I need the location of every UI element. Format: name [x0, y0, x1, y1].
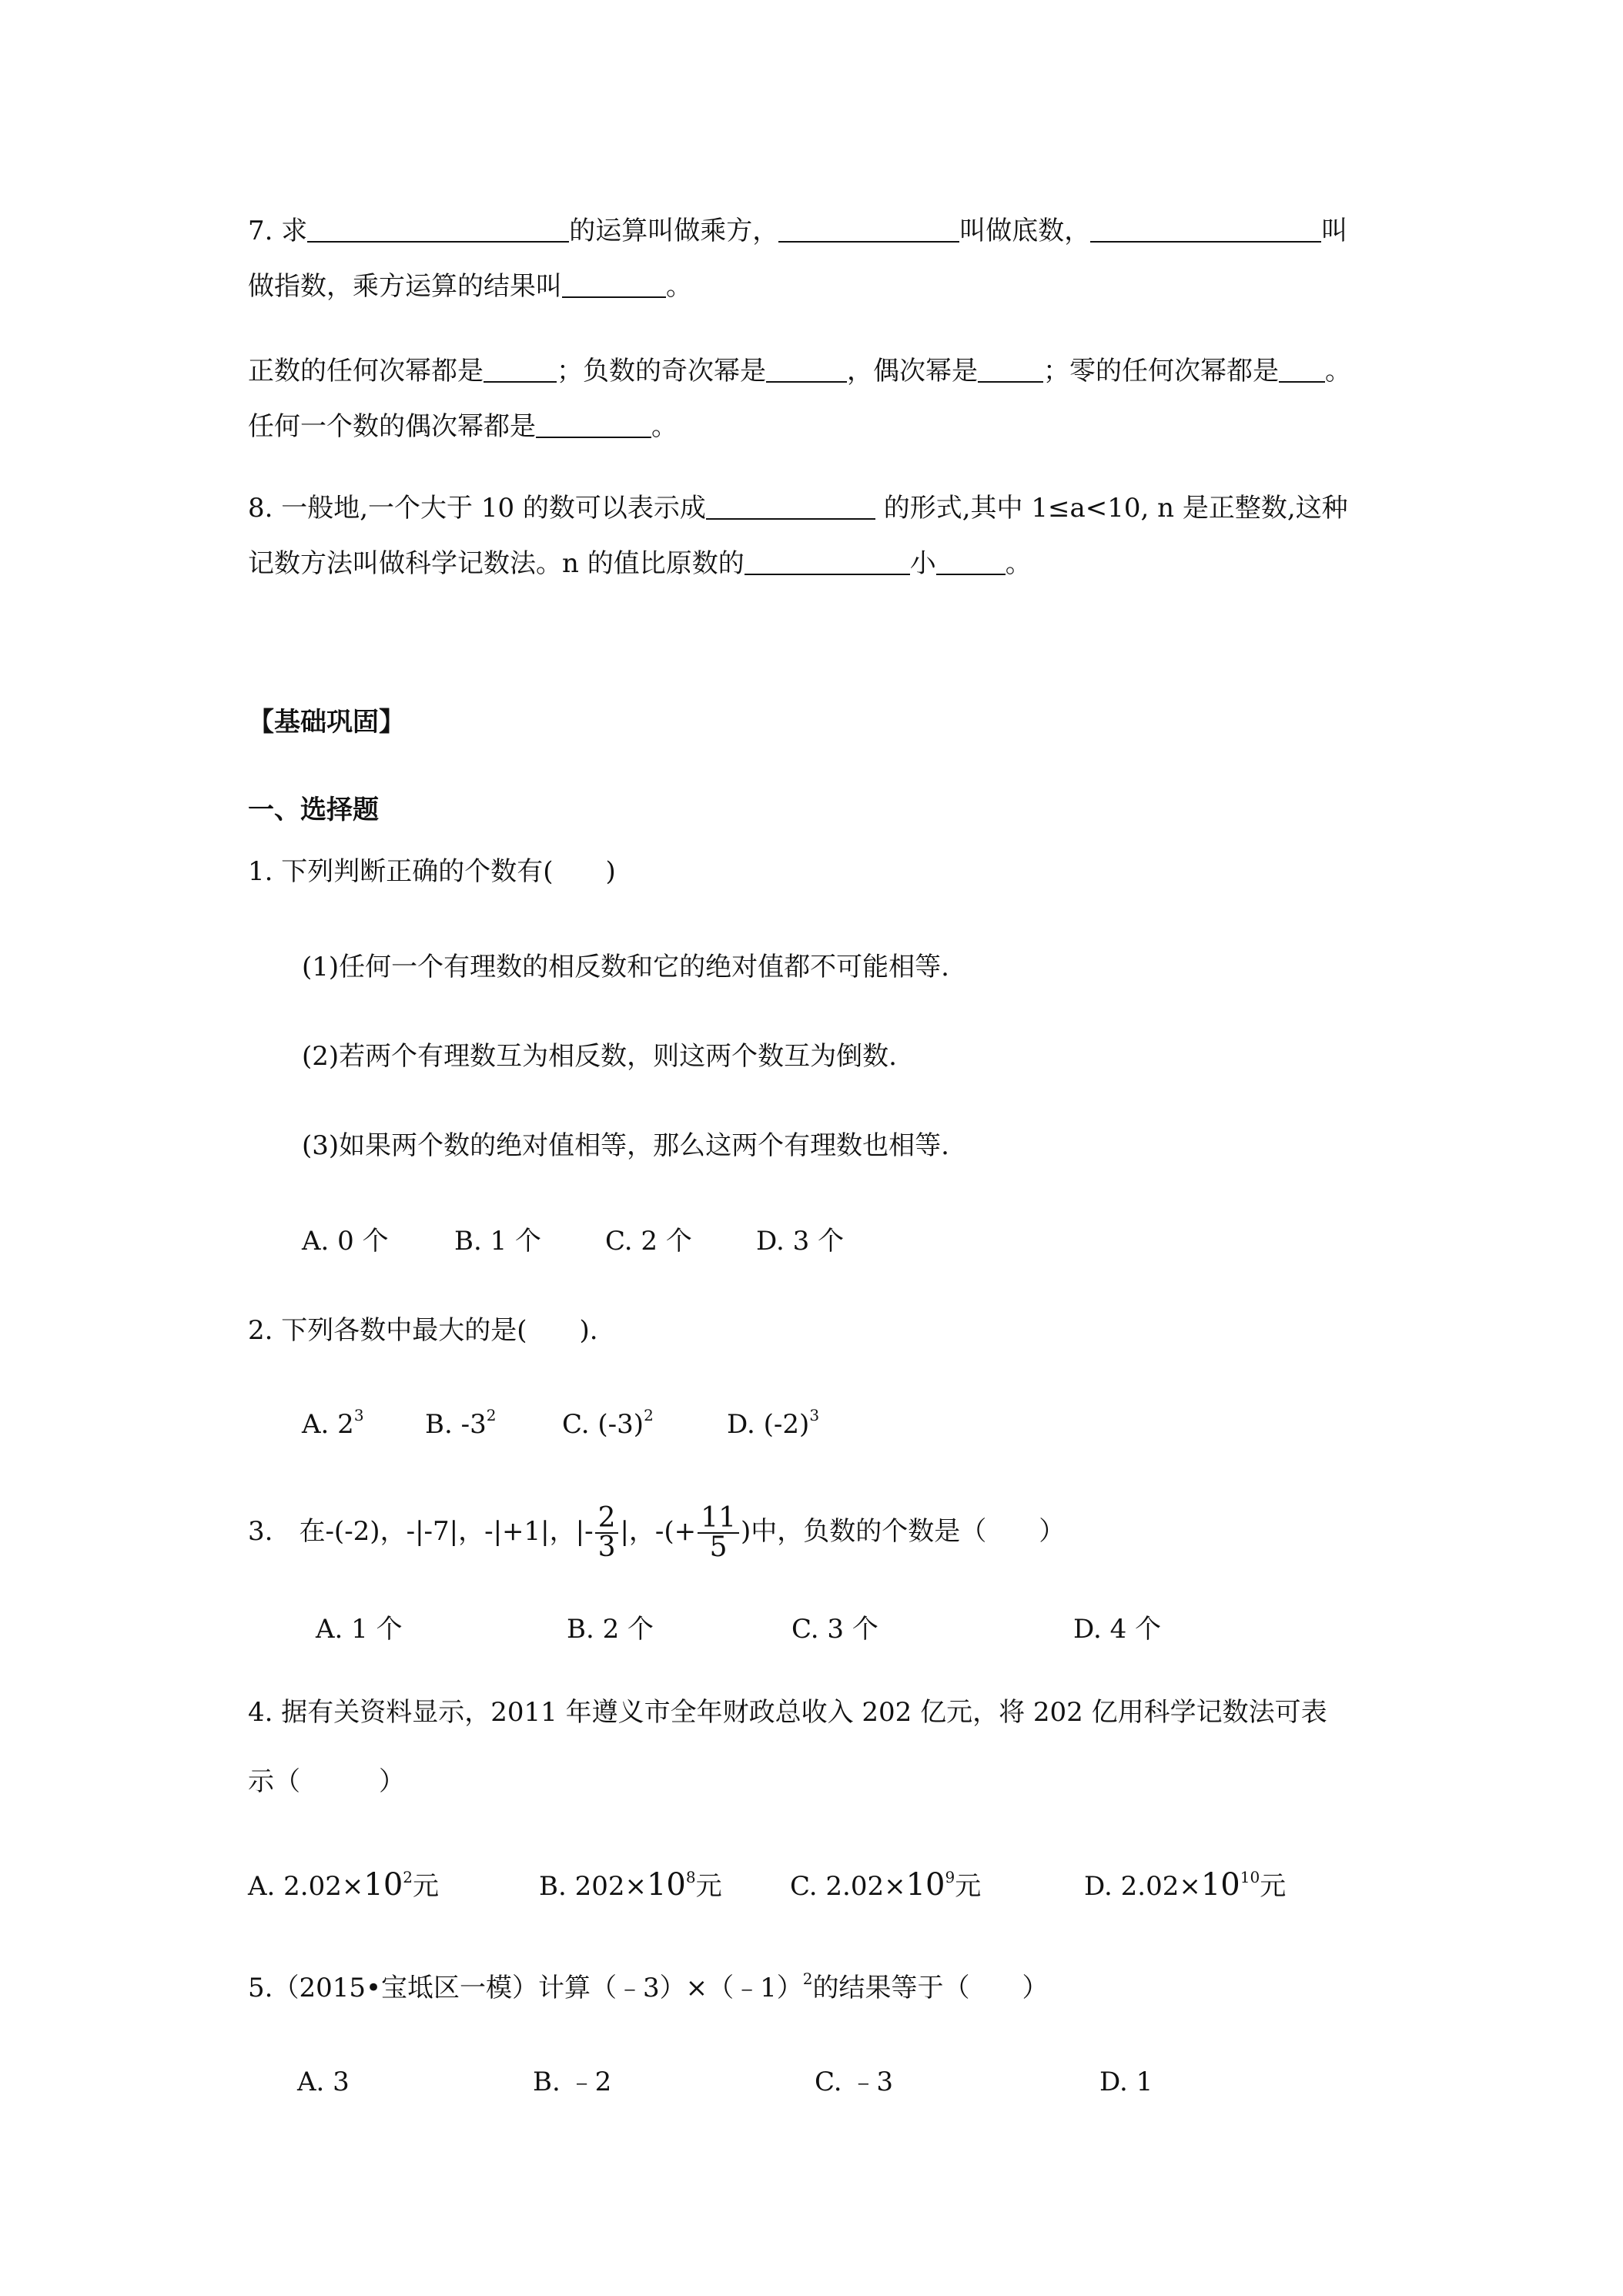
q4-stem-line-2: 示（ ）	[248, 1766, 405, 1797]
q4-option-d-exp: 10	[1240, 1868, 1260, 1886]
q1-statement-1: (1)任何一个有理数的相反数和它的绝对值都不可能相等.	[302, 952, 949, 982]
q4-option-b[interactable]	[539, 1868, 722, 1903]
q1-option-b[interactable]: B. 1 个	[454, 1226, 542, 1257]
q4-stem-line-1: 4. 据有关资料显示，2011 年遵义市全年财政总收入 202 亿元，将 202 亿用科学记数法可表	[248, 1697, 1327, 1728]
q1-option-a[interactable]: A. 0 个	[302, 1226, 389, 1257]
q2-option-d-base: D. (-2)	[727, 1409, 810, 1440]
q3-option-b[interactable]: B. 2 个	[567, 1614, 654, 1645]
q2-stem: 2. 下列各数中最大的是( ).	[248, 1315, 598, 1346]
fill-blank[interactable]	[706, 495, 875, 520]
q3-fraction-1	[595, 1504, 619, 1561]
q1-option-d[interactable]: D. 3 个	[756, 1226, 845, 1257]
q7-line-2	[248, 269, 692, 303]
q7-line-1	[248, 214, 1347, 248]
fill-blank[interactable]	[778, 218, 959, 243]
q7-text: 做指数，乘方运算的结果叫	[248, 271, 562, 302]
fill-blank[interactable]	[936, 551, 1006, 575]
q7-text: 任何一个数的偶次幂都是	[248, 411, 536, 442]
q2-option-c[interactable]	[562, 1407, 654, 1441]
q3-option-d[interactable]: D. 4 个	[1073, 1614, 1162, 1645]
q1-statement-2: (2)若两个有理数互为相反数，则这两个数互为倒数.	[302, 1041, 897, 1072]
q4-option-c-base: 10	[905, 1867, 945, 1903]
q4-option-d-prefix: D. 2.02×	[1084, 1871, 1201, 1902]
fill-blank[interactable]	[562, 273, 666, 298]
q5-text: 5.（2015•宝坻区一模）计算（﹣3）×（﹣1）	[248, 1973, 803, 2003]
q7-text: ；零的任何次幂都是	[1043, 356, 1279, 387]
q7-text: 。	[651, 411, 678, 442]
fill-blank[interactable]	[307, 218, 569, 243]
q3-option-c[interactable]: C. 3 个	[791, 1614, 878, 1645]
q7-text: ，偶次幂是	[847, 356, 978, 387]
q2-option-d-exp: 3	[809, 1406, 820, 1424]
q8-line-1	[248, 491, 1348, 525]
fill-blank[interactable]	[978, 358, 1043, 383]
q8-line-2	[248, 547, 1032, 581]
q2-option-a[interactable]	[302, 1407, 364, 1441]
q3-text: |，-(+	[620, 1516, 697, 1547]
q4-option-b-unit: 元	[695, 1871, 722, 1902]
q4-option-c[interactable]	[790, 1868, 981, 1903]
q7-text: 叫做底数，	[959, 216, 1091, 246]
q4-option-a-exp: 2	[403, 1868, 413, 1886]
q3-fraction-2-num: 11	[698, 1504, 739, 1534]
q3-fraction-2	[698, 1504, 739, 1561]
q3-text: 3. 在-(-2)，-|-7|，-|+1|，|-	[248, 1516, 594, 1547]
fill-blank[interactable]	[484, 358, 557, 383]
q4-option-b-prefix: B. 202×	[539, 1871, 647, 1902]
q7-text: ；负数的奇次幂是	[557, 356, 766, 387]
subsection-title: 一、选择题	[248, 795, 379, 825]
q4-option-d-base: 10	[1200, 1867, 1240, 1903]
q1-option-c[interactable]: C. 2 个	[605, 1226, 692, 1257]
q2-option-b-exp: 2	[486, 1406, 497, 1424]
q4-option-d-unit: 元	[1260, 1871, 1287, 1902]
fill-blank[interactable]	[536, 413, 651, 438]
q8-text: 小	[909, 548, 936, 579]
q2-option-a-base: A. 2	[302, 1409, 354, 1440]
q5-option-b[interactable]: B. ﹣2	[533, 2067, 612, 2097]
q3-fraction-2-den: 5	[709, 1531, 728, 1563]
fill-blank[interactable]	[1279, 358, 1325, 383]
q5-text: 的结果等于（ ）	[812, 1973, 1049, 2003]
q7-line-4	[248, 410, 678, 443]
q2-option-b[interactable]	[425, 1407, 496, 1441]
q4-option-b-base: 10	[646, 1867, 686, 1903]
q7-text: 。	[1325, 356, 1351, 387]
q7-text: 。	[666, 271, 692, 302]
q3-fraction-1-num: 2	[595, 1504, 619, 1534]
fill-blank[interactable]	[766, 358, 847, 383]
q2-option-a-exp: 3	[353, 1406, 364, 1424]
q2-option-c-exp: 2	[644, 1406, 654, 1424]
q7-line-3	[248, 354, 1351, 388]
q5-option-a[interactable]: A. 3	[297, 2067, 350, 2097]
q7-text: 正数的任何次幂都是	[248, 356, 484, 387]
q8-text: 记数方法叫做科学记数法。n 的值比原数的	[248, 548, 745, 579]
q7-text: 的运算叫做乘方，	[569, 216, 779, 246]
section-title: 【基础巩固】	[248, 707, 405, 738]
q5-stem	[248, 1971, 1049, 2005]
q4-option-b-exp: 8	[685, 1868, 696, 1886]
q4-option-a-prefix: A. 2.02×	[248, 1871, 364, 1902]
q1-stem: 1. 下列判断正确的个数有( )	[248, 856, 616, 887]
q3-text: )中，负数的个数是（ ）	[740, 1516, 1066, 1547]
q4-option-c-exp: 9	[945, 1868, 955, 1886]
q1-statement-3: (3)如果两个数的绝对值相等，那么这两个有理数也相等.	[302, 1130, 949, 1161]
q8-text: 8. 一般地,一个大于 10 的数可以表示成	[248, 493, 706, 524]
q4-option-d[interactable]	[1084, 1868, 1286, 1903]
q4-option-c-prefix: C. 2.02×	[790, 1871, 906, 1902]
q4-option-a-base: 10	[363, 1867, 403, 1903]
q3-fraction-1-den: 3	[597, 1531, 616, 1563]
q5-option-d[interactable]: D. 1	[1099, 2067, 1153, 2097]
q4-option-a[interactable]	[248, 1868, 439, 1903]
q3-stem	[248, 1489, 1065, 1574]
fill-blank[interactable]	[745, 551, 910, 575]
fill-blank[interactable]	[1090, 218, 1321, 243]
q4-option-a-unit: 元	[413, 1871, 440, 1902]
q2-option-b-base: B. -3	[425, 1409, 487, 1440]
q5-option-c[interactable]: C. ﹣3	[815, 2067, 894, 2097]
q2-option-c-base: C. (-3)	[562, 1409, 644, 1440]
q3-option-a[interactable]: A. 1 个	[316, 1614, 403, 1645]
q7-text: 7. 求	[248, 216, 308, 246]
q5-exponent: 2	[802, 1970, 813, 1988]
q8-text: 的形式,其中 1≤a<10, n 是正整数,这种	[875, 493, 1348, 524]
q4-option-c-unit: 元	[955, 1871, 982, 1902]
q2-option-d[interactable]	[727, 1407, 819, 1441]
q7-text: 叫	[1321, 216, 1348, 246]
q8-text: 。	[1005, 548, 1032, 579]
